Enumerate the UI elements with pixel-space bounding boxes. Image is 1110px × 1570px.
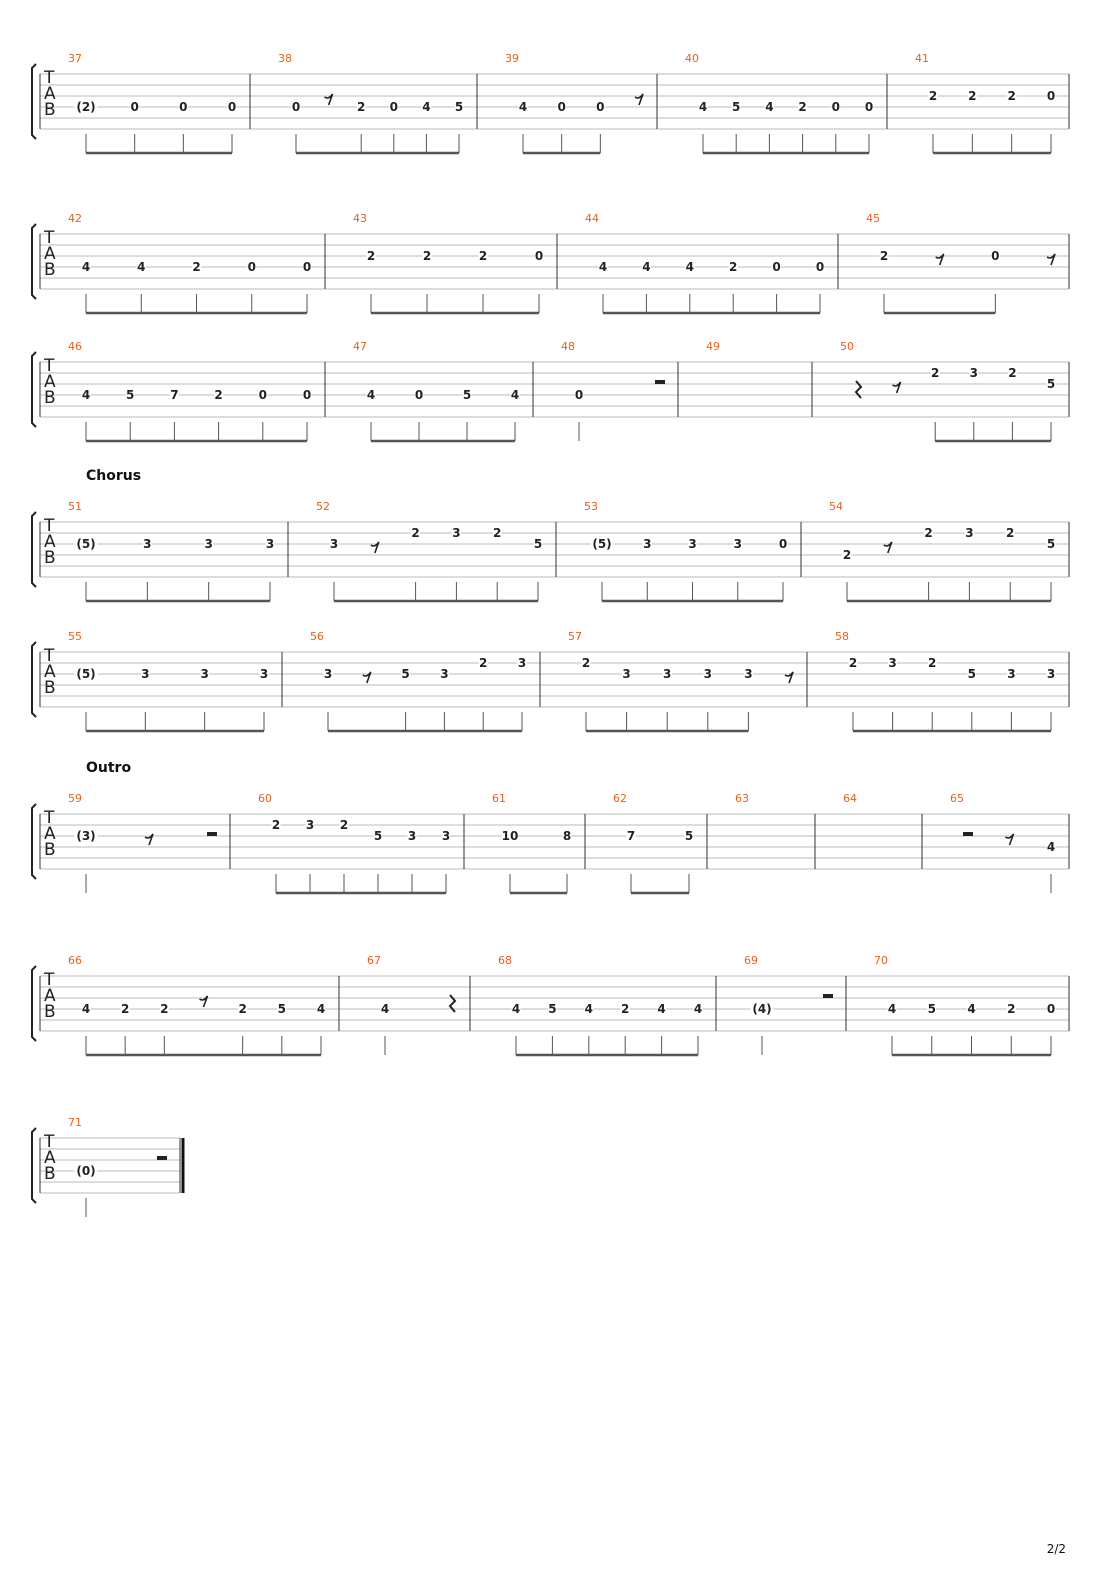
fret-number: (5)	[76, 667, 96, 681]
fret-number: 3	[323, 667, 333, 681]
system-bracket	[32, 64, 36, 139]
measure	[744, 954, 833, 1055]
fret-number: 3	[440, 667, 449, 681]
fret-number: 2	[1007, 1002, 1016, 1016]
fret-number: 2	[928, 89, 938, 103]
measure-number: 61	[492, 792, 506, 805]
fret-number: 0	[1046, 89, 1056, 103]
measure	[367, 954, 455, 1055]
fret-number: 3	[204, 537, 213, 551]
fret-number: 5	[732, 100, 741, 114]
measure-number: 42	[68, 212, 82, 225]
fret-number: 2	[411, 526, 420, 540]
measure	[840, 340, 1056, 441]
measure-number: 69	[744, 954, 758, 967]
fret-number: 5	[1046, 537, 1056, 551]
tab-clef-letter: A	[44, 244, 56, 264]
fret-number: 5	[684, 829, 694, 843]
tab-clef-letter: B	[44, 1164, 56, 1184]
fret-number: 5	[277, 1002, 287, 1016]
fret-number: 0	[389, 100, 398, 114]
fret-number: 4	[765, 100, 774, 114]
tab-system	[32, 630, 1069, 731]
measure	[278, 52, 464, 153]
fret-number: 2	[192, 260, 201, 274]
half-rest	[655, 380, 665, 384]
fret-number: 5	[927, 1002, 936, 1016]
fret-number: 5	[373, 829, 383, 843]
fret-number: 3	[1046, 667, 1056, 681]
fret-number: 2	[238, 1002, 247, 1016]
fret-number: 2	[968, 89, 977, 103]
measure	[613, 792, 694, 893]
measure-number: 66	[68, 954, 82, 967]
measure-number: 53	[584, 500, 598, 513]
fret-number: 5	[454, 100, 464, 114]
measure	[316, 500, 543, 601]
fret-number: 2	[478, 249, 488, 263]
fret-number: 2	[357, 100, 366, 114]
fret-number: 0	[247, 260, 256, 274]
measure	[874, 954, 1056, 1055]
measure-number: 41	[915, 52, 929, 65]
tab-clef-letter: B	[44, 678, 56, 698]
fret-number: 5	[967, 667, 976, 681]
fret-number: 2	[493, 526, 502, 540]
tab-clef-letter: T	[44, 808, 55, 828]
measure	[584, 500, 788, 601]
fret-number: 2	[120, 1002, 130, 1016]
measure	[915, 52, 1056, 153]
fret-number: 2	[479, 656, 488, 670]
tab-clef-letter: T	[44, 516, 55, 536]
measure-number: 58	[835, 630, 849, 643]
fret-number: 2	[214, 388, 223, 402]
measure-number: 60	[258, 792, 272, 805]
fret-number: 4	[657, 1002, 666, 1016]
tab-system	[32, 212, 1069, 313]
fret-number: 3	[744, 667, 753, 681]
fret-number: 0	[596, 100, 605, 114]
fret-number: 5	[533, 537, 543, 551]
measure	[950, 792, 1056, 893]
measure-number: 47	[353, 340, 367, 353]
measure-number: 50	[840, 340, 854, 353]
tab-clef-letter: A	[44, 986, 56, 1006]
measure-number: 49	[706, 340, 720, 353]
tab-clef-letter: B	[44, 840, 56, 860]
fret-number: 3	[329, 537, 339, 551]
measure	[353, 212, 544, 313]
fret-number: 3	[688, 537, 697, 551]
system-bracket	[32, 1128, 36, 1203]
measure	[498, 954, 703, 1055]
fret-number: 3	[888, 656, 897, 670]
tab-system	[32, 760, 1069, 893]
tab-system	[32, 52, 1069, 153]
measure-number: 46	[68, 340, 82, 353]
fret-number: 7	[170, 388, 179, 402]
measure	[353, 340, 520, 441]
fret-number: 0	[291, 100, 301, 114]
measure-number: 59	[68, 792, 82, 805]
fret-number: 3	[452, 526, 461, 540]
measure	[68, 1116, 167, 1217]
tab-clef-letter: A	[44, 532, 56, 552]
tab-clef-letter: T	[44, 228, 55, 248]
tab-clef-letter: T	[44, 970, 55, 990]
measure-number: 44	[585, 212, 599, 225]
fret-number: 5	[401, 667, 410, 681]
fret-number: 0	[258, 388, 267, 402]
fret-number: 3	[305, 818, 315, 832]
tab-system	[32, 1116, 183, 1217]
section-label: Outro	[86, 760, 132, 776]
system-bracket	[32, 224, 36, 299]
measure	[585, 212, 825, 313]
fret-number: 3	[703, 667, 712, 681]
fret-number: 2	[1007, 89, 1016, 103]
measure	[258, 792, 451, 893]
fret-number: 5	[1046, 377, 1056, 391]
measure-number: 51	[68, 500, 82, 513]
fret-number: 4	[316, 1002, 326, 1016]
tab-clef-letter: A	[44, 662, 56, 682]
fret-number: 4	[642, 260, 651, 274]
fret-number: 2	[798, 100, 807, 114]
measure	[685, 52, 874, 153]
fret-number: 5	[462, 388, 472, 402]
fret-number: 0	[574, 388, 584, 402]
fret-number: 4	[137, 260, 146, 274]
fret-number: 2	[160, 1002, 169, 1016]
fret-number: 4	[1046, 840, 1056, 854]
fret-number: 2	[848, 656, 858, 670]
fret-number: 0	[302, 388, 312, 402]
fret-number: 8	[562, 829, 572, 843]
fret-number: 0	[864, 100, 874, 114]
tab-system	[32, 954, 1069, 1055]
fret-number: 4	[584, 1002, 593, 1016]
fret-number: 4	[380, 1002, 390, 1016]
measure	[68, 792, 217, 893]
measure-number: 45	[866, 212, 880, 225]
fret-number: 0	[815, 260, 825, 274]
fret-number: 2	[271, 818, 281, 832]
measure	[68, 340, 312, 441]
tab-system	[32, 340, 1069, 441]
fret-number: 4	[422, 100, 431, 114]
system-bracket	[32, 352, 36, 427]
measure-number: 52	[316, 500, 330, 513]
fret-number: 2	[931, 366, 940, 380]
measure	[310, 630, 527, 731]
measure	[492, 792, 572, 893]
tab-clef-letter: B	[44, 100, 56, 120]
fret-number: 0	[1046, 1002, 1056, 1016]
fret-number: 3	[265, 537, 275, 551]
tab-system	[32, 468, 1069, 601]
fret-number: 5	[126, 388, 135, 402]
fret-number: 3	[1007, 667, 1016, 681]
measure	[735, 792, 749, 805]
fret-number: 4	[685, 260, 694, 274]
fret-number: 2	[1006, 526, 1015, 540]
measure	[561, 340, 665, 441]
half-rest	[157, 1156, 167, 1160]
fret-number: (4)	[752, 1002, 772, 1016]
fret-number: 2	[339, 818, 349, 832]
measure-number: 62	[613, 792, 627, 805]
fret-number: 0	[534, 249, 544, 263]
measure-number: 38	[278, 52, 292, 65]
fret-number: 4	[510, 388, 520, 402]
half-rest	[963, 832, 973, 836]
section-label: Chorus	[86, 468, 142, 484]
measure	[68, 954, 326, 1055]
measure	[843, 792, 857, 805]
tab-clef-letter: B	[44, 548, 56, 568]
fret-number: (3)	[76, 829, 96, 843]
half-rest	[207, 832, 217, 836]
page-number-label: 2/2	[1046, 1542, 1066, 1556]
tab-clef-letter: T	[44, 646, 55, 666]
measure	[68, 52, 237, 153]
measure-number: 37	[68, 52, 82, 65]
measure-number: 68	[498, 954, 512, 967]
measure-number: 39	[505, 52, 519, 65]
fret-number: 4	[518, 100, 528, 114]
fret-number: (5)	[592, 537, 612, 551]
measure-number: 57	[568, 630, 582, 643]
fret-number: 3	[141, 667, 150, 681]
fret-number: 0	[302, 260, 312, 274]
measure	[829, 500, 1056, 601]
measure-number: 63	[735, 792, 749, 805]
fret-number: 2	[1008, 366, 1017, 380]
measure-number: 64	[843, 792, 857, 805]
fret-number: 4	[598, 260, 608, 274]
fret-number: 4	[967, 1002, 976, 1016]
tab-clef-letter: A	[44, 1148, 56, 1168]
fret-number: 2	[928, 656, 937, 670]
fret-number: 0	[414, 388, 424, 402]
measure-number: 48	[561, 340, 575, 353]
tab-clef-letter: T	[44, 356, 55, 376]
fret-number: 2	[842, 548, 852, 562]
fret-number: 4	[511, 1002, 521, 1016]
fret-number: 4	[366, 388, 376, 402]
fret-number: 4	[81, 388, 91, 402]
system-bracket	[32, 642, 36, 717]
measure-number: 71	[68, 1116, 82, 1129]
fret-number: 0	[130, 100, 139, 114]
fret-number: 0	[778, 537, 788, 551]
fret-number: (2)	[76, 100, 96, 114]
fret-number: 3	[663, 667, 672, 681]
fret-number: 2	[729, 260, 738, 274]
tab-clef-letter: B	[44, 1002, 56, 1022]
fret-number: (0)	[76, 1164, 96, 1178]
fret-number: 4	[81, 1002, 91, 1016]
fret-number: 2	[422, 249, 432, 263]
measure-number: 54	[829, 500, 843, 513]
page-number	[1047, 1538, 1066, 1557]
half-rest	[823, 994, 833, 998]
fret-number: 0	[227, 100, 237, 114]
measure	[866, 212, 1055, 313]
fret-number: 3	[969, 366, 978, 380]
fret-number: 3	[407, 829, 417, 843]
fret-number: 2	[366, 249, 376, 263]
fret-number: 4	[81, 260, 91, 274]
measure	[68, 630, 269, 731]
tab-clef-letter: B	[44, 260, 56, 280]
measure	[68, 212, 312, 313]
fret-number: 0	[772, 260, 781, 274]
tab-clef-letter: T	[44, 68, 55, 88]
measure	[568, 630, 793, 731]
tab-clef-letter: A	[44, 824, 56, 844]
fret-number: 3	[733, 537, 742, 551]
measure	[68, 500, 275, 601]
fret-number: 0	[991, 249, 1000, 263]
fret-number: 0	[831, 100, 840, 114]
measure	[505, 52, 643, 153]
fret-number: 3	[441, 829, 451, 843]
fret-number: 3	[517, 656, 527, 670]
system-bracket	[32, 512, 36, 587]
measure-number: 56	[310, 630, 324, 643]
system-bracket	[32, 966, 36, 1041]
measure-number: 67	[367, 954, 381, 967]
fret-number: 3	[965, 526, 974, 540]
fret-number: 2	[924, 526, 933, 540]
fret-number: 3	[200, 667, 209, 681]
fret-number: 4	[693, 1002, 703, 1016]
tab-clef-letter: A	[44, 372, 56, 392]
fret-number: 2	[879, 249, 889, 263]
fret-number: 10	[501, 829, 519, 843]
fret-number: 3	[143, 537, 152, 551]
fret-number: 0	[179, 100, 188, 114]
tab-clef-letter: A	[44, 84, 56, 104]
measure-number: 43	[353, 212, 367, 225]
fret-number: 4	[698, 100, 708, 114]
measure-number: 40	[685, 52, 699, 65]
fret-number: 4	[887, 1002, 897, 1016]
tab-clef-letter: B	[44, 388, 56, 408]
fret-number: 5	[548, 1002, 557, 1016]
tab-clef-letter: T	[44, 1132, 55, 1152]
system-bracket	[32, 804, 36, 879]
fret-number: (5)	[76, 537, 96, 551]
measure-number: 65	[950, 792, 964, 805]
fret-number: 0	[557, 100, 566, 114]
fret-number: 3	[622, 667, 631, 681]
measure	[835, 630, 1056, 731]
fret-number: 2	[621, 1002, 630, 1016]
fret-number: 2	[581, 656, 591, 670]
fret-number: 7	[626, 829, 636, 843]
fret-number: 3	[259, 667, 269, 681]
measure-number: 70	[874, 954, 888, 967]
fret-number: 3	[643, 537, 652, 551]
measure-number: 55	[68, 630, 82, 643]
measure	[706, 340, 720, 353]
